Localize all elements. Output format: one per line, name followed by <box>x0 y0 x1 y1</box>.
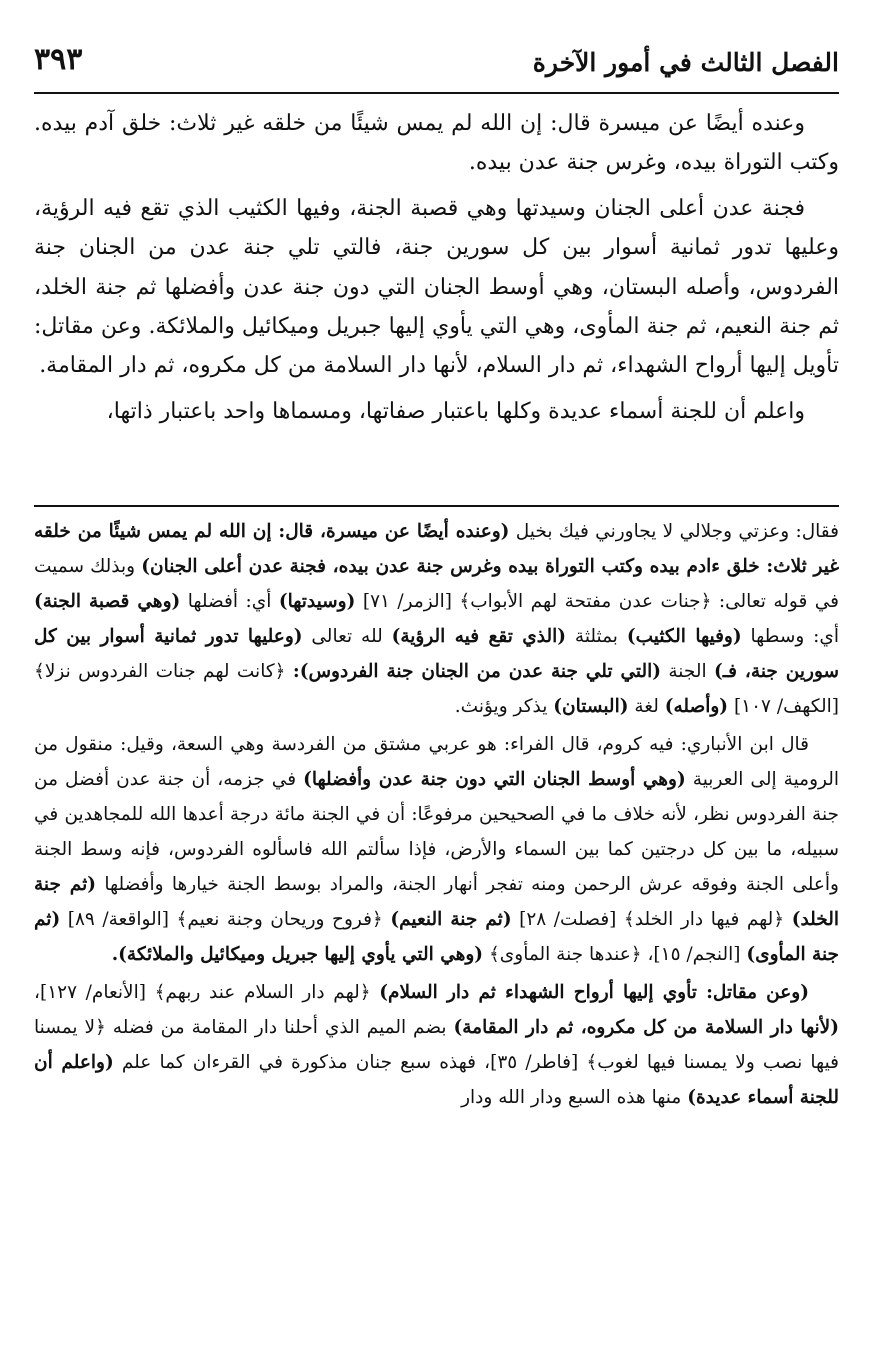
commentary-text-run: أي: أفضلها <box>180 591 279 612</box>
quoted-matn: (الذي تقع فيه الرؤية) <box>391 626 567 647</box>
quoted-matn: (لأنها دار السلامة من كل مكروه، ثم دار المقامة) <box>453 1017 839 1038</box>
quoted-matn: (وأصله) <box>664 696 729 717</box>
header-rule <box>34 92 839 94</box>
main-paragraph-2: فجنة عدن أعلى الجنان وسيدتها وهي قصبة الجنة، وفيها الكثيب الذي تقع فيه الرؤية، وعليها تدور ثمانية أسوار بين كل سورين جنة، فالتي تلي جنة عدن من الجنان جنة الفردوس، وأصله البستان، وهي أوسط الجنان التي دون جنة عدن وأفضلها ثم جنة الخلد، ثم جنة النعيم، ثم جنة المأوى، وهي التي يأوي إليها جبريل وميكائيل والملائكة. وعن مقاتل: تأويل إليها أرواح الشهداء، ثم دار السلام، لأنها دار السلامة من كل مكروه، ثم دار المقامة. <box>34 195 839 379</box>
quoted-matn: (ثم جنة النعيم) <box>390 909 512 930</box>
commentary-text-run: يذكر ويؤنث. <box>454 696 554 717</box>
page-number: ٣٩٣ <box>34 42 83 77</box>
quoted-matn: (وهي قصبة الجنة) <box>34 591 181 612</box>
quoted-matn: (وهي التي يأوي إليها جبريل وميكائيل والملائكة). <box>111 944 484 965</box>
commentary-paragraph-2 <box>34 727 839 972</box>
quoted-matn: (التي تلي جنة عدن من الجنان جنة الفردوس): <box>292 661 662 682</box>
quoted-matn: (وفيها الكثيب) <box>626 626 742 647</box>
commentary-text-run: فقال: وعزتي وجلالي لا يجاورني فيك بخيل <box>509 521 839 542</box>
quoted-matn: (واعلم أن للجنة أسماء عديدة) <box>34 1052 839 1108</box>
quoted-matn: (البستان) <box>553 696 629 717</box>
quoted-matn: (وسيدتها) <box>278 591 356 612</box>
commentary-text-run: بضم الميم الذي أحلنا دار المقامة من فضله ﴿لا يمسنا فيها نصب ولا يمسنا فيها لغوب﴾ [فاطر/ ٣٥]، فهذه سبع جنان مذكورة في القرءان كما علم <box>34 1017 839 1073</box>
quoted-matn: (ثم جنة الخلد) <box>34 874 839 930</box>
commentary-paragraph-1 <box>34 514 839 724</box>
quoted-matn: (وعنده أيضًا عن ميسرة، قال: إن الله لم يمس شيئًا من خلقه غير ثلاث: خلق ءادم بيده وكتب التوراة بيده وغرس جنة عدن بيده، فجنة عدن أعلى الجنان) <box>34 521 839 577</box>
commentary-text-run: الجنة <box>661 661 714 682</box>
chapter-title: الفصل الثالث في أمور الآخرة <box>532 48 839 77</box>
main-paragraph-1: وعنده أيضًا عن ميسرة قال: إن الله لم يمس شيئًا من خلقه غير ثلاث: خلق آدم بيده. وكتب التوراة بيده، وغرس جنة عدن بيده. <box>34 111 839 176</box>
quoted-matn: (ثم جنة المأوى) <box>34 909 839 965</box>
main-text <box>34 104 839 492</box>
commentary-text-run: في جزمه، أن جنة عدن أفضل من جنة الفردوس نظر، لأنه خلاف ما في الصحيحين مرفوعًا: أن في الجنة مائة درجة أعدها الله للمجاهدين في سبيله، ما بين كل درجتين كما بين السماء والأرض، فإذا سألتم الله فاسألوه الفردوس، فإنه وسط الجنة وأعلى الجنة وفوقه عرش الرحمن ومنه تفجر أنهار الجنة، والمراد بوسط الجنة خيارها وأفضلها <box>34 769 839 895</box>
commentary-text-run: ﴿كانت لهم جنات الفردوس نزلا﴾ [الكهف/ ١٠٧] <box>34 661 839 717</box>
quoted-matn: (وعن مقاتل: تأوي إليها أرواح الشهداء ثم دار السلام) <box>379 982 809 1003</box>
commentary-text-run: وبذلك سميت في قوله تعالى: ﴿جنات عدن مفتحة لهم الأبواب﴾ [الزمر/ ٧١] <box>34 556 839 612</box>
footnote-divider <box>34 505 839 507</box>
commentary-text-run: ﴿لهم فيها دار الخلد﴾ [فصلت/ ٢٨] <box>511 909 792 930</box>
commentary-text-run: أي: وسطها <box>741 626 839 647</box>
commentary-text-run: لله تعالى <box>302 626 392 647</box>
commentary-text-run: منها هذه السبع ودار الله ودار <box>461 1087 688 1108</box>
page-header <box>34 36 839 92</box>
commentary-text-run: [النجم/ ١٥]، ﴿عندها جنة المأوى﴾ <box>483 944 747 965</box>
commentary-text-run: بمثلثة <box>566 626 627 647</box>
commentary-text-run: ﴿فروح وريحان وجنة نعيم﴾ [الواقعة/ ٨٩] <box>60 909 391 930</box>
commentary-paragraph-3 <box>34 975 839 1115</box>
quoted-matn: (وهي أوسط الجنان التي دون جنة عدن وأفضلها) <box>303 769 686 790</box>
commentary-text-run: لغة <box>628 696 665 717</box>
quoted-matn: (وعليها تدور ثمانية أسوار بين كل سورين جنة، فـ) <box>34 626 839 682</box>
commentary-text <box>34 514 839 1296</box>
commentary-text-run: ﴿لهم دار السلام عند ربهم﴾ [الأنعام/ ١٢٧]، <box>34 982 380 1003</box>
main-paragraph-3: واعلم أن للجنة أسماء عديدة وكلها باعتبار صفاتها، ومسماها واحد باعتبار ذاتها، <box>106 398 805 424</box>
commentary-text-run: قال ابن الأنباري: فيه كروم، قال الفراء: هو عربي مشتق من الفردسة وهي السعة، وقيل: منقول من الرومية إلى العربية <box>34 734 839 790</box>
